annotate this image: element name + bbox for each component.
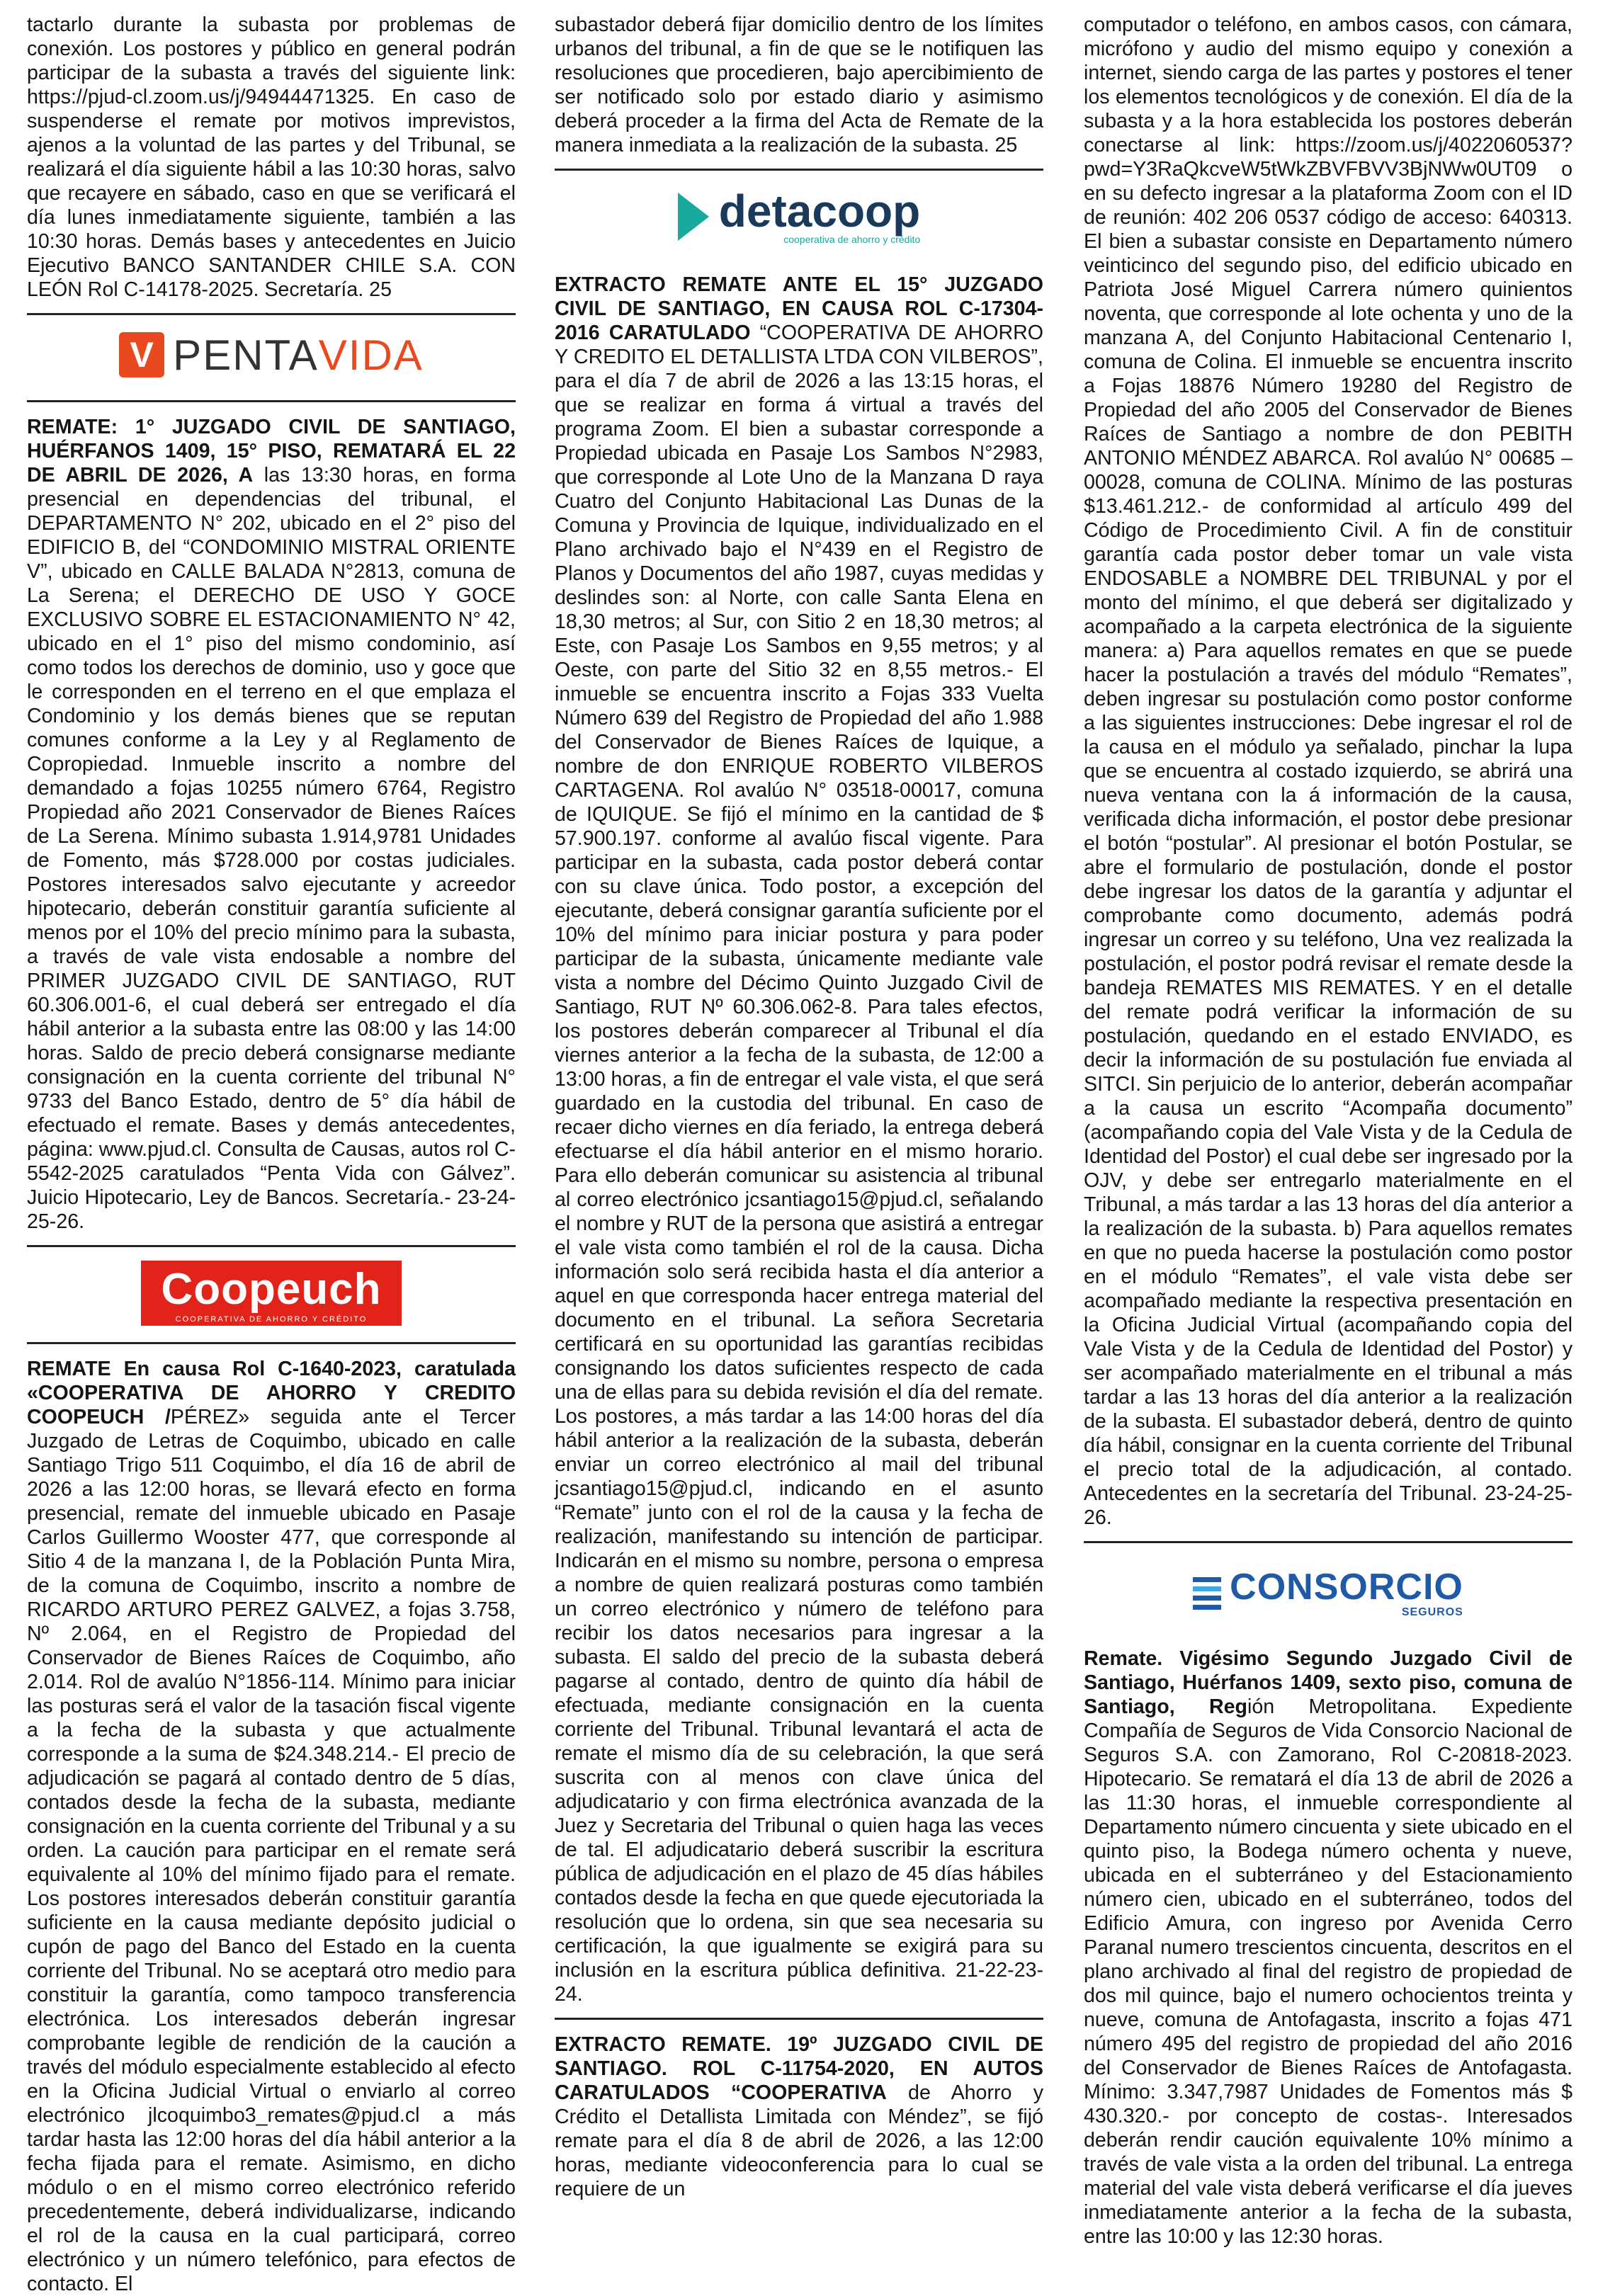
column-3 (1084, 13, 1572, 2249)
coopeuch-heading: REMATE En causa Rol C-1640-2023, caratulada «COOPERATIVA DE AHORRO Y CREDITO COOPEUCH / (27, 1358, 516, 1428)
coopeuch-logo-name: Coopeuch (161, 1265, 382, 1314)
col1-continued-text: tactarlo durante la subasta por problemas de conexión. Los postores y público en general podrán participar de la subasta a través del siguiente link: https://pjud-cl.zoom.us/j/94944471325. En caso de suspenderse el remate por motivos imprevistos, ajenos a la voluntad de las partes y del Tribunal, se realizará el día siguiente hábil a las 10:30 horas, salvo que recayere en sábado, caso en que se verificará el día lunes inmediatamente siguiente, también a las 10:30 horas. Demás bases y antecedentes en Juicio Ejecutivo BANCO SANTANDER CHILE S.A. CON LEÓN Rol C-14178-2025. Secretaría. 25 (27, 13, 516, 301)
consorcio-logo-name: CONSORCIO (1230, 1567, 1463, 1608)
extracto-19-body: de Ahorro y Crédito el Detallista Limitada con Méndez”, se fijó remate para el día 8 de abril de 2026, a las 12:00 horas, mediante videoconferencia para lo cual se requiere de un (555, 2081, 1043, 2200)
detacoop-mark-icon (678, 193, 709, 241)
penta-vida-word1: PENTA (173, 331, 319, 379)
divider (27, 1342, 516, 1344)
detacoop-body: “COOPERATIVA DE AHORRO Y CREDITO EL DETALLISTA LTDA CON VILBEROS”, para el día 7 de abril de 2026 a las 13:15 horas, el que se realizar en forma á virtual a través del programa Zoom. El bien a subastar corresponde a Propiedad ubicada en Pasaje Los Sambos N°2983, que corresponde al Lote Uno de la Manzana D raya Cuatro del Conjunto Habitacional Las Dunas de la Comuna y Provincia de Iquique, individualizado en el Plano archivado bajo el N°439 en el Registro de Planos y Documentos del año 1987, cuyas medidas y deslindes son: al Norte, con calle Santa Elena en 18,30 metros; al Sur, con Sitio 2 en 18,30 metros; al Este, con Pasaje Los Sambos en 9,55 metros; y al Oeste, con parte del Sitio 32 en 8,55 metros.- El inmueble se encuentra inscrito a Fojas 333 Vuelta Número 639 del Registro de Propiedad del año 1.988 del Conservador de Bienes Raíces de Iquique, a nombre de don ENRIQUE ROBERTO VILBEROS CARTAGENA. Rol avalúo N° 03518-00017, comuna de IQUIQUE. Se fijó el mínimo en la cantidad de $ 57.900.197. conforme al avalúo fiscal vigente. Para participar en la subasta, cada postor deberá contar con su clave única. Todo postor, a excepción del ejecutante, deberá consignar garantía suficiente por el 10% del mínimo para iniciar postura y para poder participar de la subasta, únicamente mediante vale vista a nombre del Décimo Quinto Juzgado Civil de Santiago, RUT Nº 60.306.062-8. Para tales efectos, los postores deberán comparecer al Tribunal el día viernes anterior a la fecha de la subasta, de 12:00 a 13:00 horas, a fin de entregar el vale vista, el que será guardado en la custodia del tribunal. En caso de recaer dicho viernes en día feriado, la entrega deberá efectuarse el día hábil anterior en el mismo horario. Para ello deberán comunicar su asistencia al tribunal al correo electrónico jcsantiago15@pjud.cl, señalando el nombre y RUT de la persona que asistirá a entregar el vale vista como también el rol de la causa. Dicha información solo será recibida hasta el día anterior a aquel en que corresponda hacer entrega material del documento en el tribunal. La señora Secretaria certificará en su oportunidad las garantías recibidas consignando los datos suficientes respecto de cada una de ellas para su debida revisión el día del remate. Los postores, a más tardar a las 14:00 horas del día hábil anterior a la realización de la subasta, deberán enviar un correo electrónico al mail del tribunal jcsantiago15@pjud.cl, indicando en el asunto “Remate” junto con el rol de la causa y la fecha de realización, manifestando su intención de participar. Indicarán en el mismo su nombre, persona o empresa a nombre de quien realizará posturas como también un correo electrónico y número de teléfono para recibir los datos necesarios para ingresar a la subasta. El saldo del precio de la subasta deberá pagarse al contado, dentro de quinto día hábil de efectuada, mediante consignación en la cuenta corriente del Tribunal. Tribunal levantará el acta de remate el mismo día de su celebración, la que será suscrita con al menos con clave única del adjudicatario y con firma electrónica avanzada de la Juez y Secretaria del Tribunal o quien haga las veces de tal. El adjudicatario deberá suscribir la escritura pública de adjudicación en el plazo de 45 días hábiles contados desde la fecha en que quede ejecutoriada la resolución que lo ordena, sin que sea necesaria su certificación, la que igualmente se exigirá para su inclusión en la escritura pública definitiva. 21-22-23-24. (555, 322, 1043, 2006)
extracto-19-notice (555, 2033, 1043, 2201)
column-2 (555, 13, 1043, 2201)
coopeuch-notice (27, 1357, 516, 2296)
column-1 (27, 13, 516, 2296)
detacoop-heading: EXTRACTO REMATE ANTE EL 15° JUZGADO CIVIL DE SANTIAGO, EN CAUSA ROL C-17304-2016 CARATULADO (555, 273, 1043, 344)
coopeuch-body: PÉREZ» seguida ante el Tercer Juzgado de Letras de Coquimbo, ubicado en calle Santiago Trigo 511 Coquimbo, el día 16 de abril de 2026 a las 12:00 horas, se llevará efecto en forma presencial, remate del inmueble ubicado en Pasaje Carlos Guillermo Wooster 477, que corresponde al Sitio 4 de la manzana I, de la Población Punta Mira, de la comuna de Coquimbo, inscrito a nombre de RICARDO ARTURO PEREZ GALVEZ, a fojas 3.758, Nº 2.064, en el Registro de Propiedad del Conservador de Bienes Raíces de Coquimbo, año 2.014. Rol de avalúo N°1856-114. Mínimo para iniciar las posturas será el valor de la tasación fiscal vigente a la fecha de la subasta y que actualmente corresponde a la suma de $24.348.214.- El precio de adjudicación se pagará al contado dentro de 5 días, contados desde la fecha de la subasta, mediante consignación en la cuenta corriente del Tribunal y a su orden. La caución para participar en el remate será equivalente al 10% del mínimo fijado para el remate. Los postores interesados deberán constituir garantía suficiente en la causa mediante depósito judicial o cupón de pago del Banco del Estado en la cuenta corriente del Tribunal. No se aceptará otro medio para constituir la garantía, como tampoco transferencia electrónica. Los interesados deberán ingresar comprobante legible de rendición de la caución a través del módulo especialmente establecido al efecto en la Oficina Judicial Virtual o enviarlo al correo electrónico jlcoquimbo3_remates@pjud.cl a más tardar hasta las 12:00 horas del día hábil anterior a la fecha fijada para el remate. Asimismo, en dicho módulo o en el mismo correo electrónico referido precedentemente, deberá individualizarse, indicando el rol de la causa en la cual participará, correo electrónico y un número telefónico, para efectos de contacto. El (27, 1406, 516, 2295)
detacoop-logo-name: detacoop (718, 186, 921, 237)
consorcio-body: ión Metropolitana. Expediente Compañía de Seguros de Vida Consorcio Nacional de Seguros S.A. con Zamorano, Rol C-20818-2023. Hipotecario. Se rematará el día 13 de abril de 2026 a las 11:30 horas, el inmueble correspondiente al Departamento número cincuenta y siete ubicado en el quinto piso, la Bodega número ochenta y nueve, ubicada en el subterráneo y del Estacionamiento número cien, ubicado en el subterráneo, todos del Edificio Amura, con ingreso por Avenida Cerro Paranal numero trescientos cincuenta, descritos en el plano archivado al final del registro de propiedad de dos mil quince, bajo el numero ochocientos treinta y nueve, comuna de Antofagasta, inscrito a fojas 471 número 495 del registro de propiedad del año 2016 del Conservador de Bienes Raíces de Antofagasta. Mínimo: 3.347,7987 Unidades de Fomentos más $ 430.320.- por concepto de costas-. Interesados deberán rendir caución equivalente 10% mínimo a través de vale vista a la orden del tribunal. La entrega material del vale vista deberá verificarse el día jueves inmediatamente anterior a la fecha de la subasta, entre las 10:00 y las 12:30 horas. (1084, 1695, 1572, 2248)
consorcio-logo-sub: SEGUROS (1401, 1606, 1463, 1618)
penta-vida-heading: REMATE: 1° JUZGADO CIVIL DE SANTIAGO, HUÉRFANOS 1409, 15° PISO, REMATARÁ EL 22 DE ABRIL DE 2026, A (27, 416, 516, 487)
detacoop-notice (555, 273, 1043, 2006)
penta-vida-notice (27, 415, 516, 1234)
penta-vida-mark-icon: V (119, 332, 164, 377)
coopeuch-logo-sub: COOPERATIVA DE AHORRO Y CRÉDITO (175, 1315, 368, 1324)
divider (555, 2018, 1043, 2020)
consorcio-heading: Remate. Vigésimo Segundo Juzgado Civil de Santiago, Huérfanos 1409, sexto piso, comuna de Santiago, Reg (1084, 1647, 1572, 1718)
extracto-19-heading: EXTRACTO REMATE. 19º JUZGADO CIVIL DE SANTIAGO. ROL C-11754-2020, EN AUTOS CARATULADOS “COOPERATIVA (555, 2033, 1043, 2104)
coopeuch-logo-box (141, 1261, 401, 1326)
coopeuch-logo (27, 1254, 516, 1332)
divider (1084, 1541, 1572, 1543)
detacoop-logo (555, 178, 1043, 256)
consorcio-notice (1084, 1647, 1572, 2249)
divider (555, 169, 1043, 171)
divider (27, 313, 516, 315)
penta-vida-word2: VIDA (318, 331, 424, 379)
penta-vida-body: las 13:30 horas, en forma presencial en dependencias del tribunal, el DEPARTAMENTO N° 202, ubicado en el 2° piso del EDIFICIO B, del “CONDOMINIO MISTRAL ORIENTE V”, ubicado en CALLE BALADA N°2813, comuna de La Serena; el DERECHO DE USO Y GOCE EXCLUSIVO SOBRE EL ESTACIONAMIENTO N° 42, ubicado en el 1° piso del mismo condominio, así como todos los derechos de dominio, uso y goce que le corresponden en el terreno en el que emplaza el Condominio y los demás bienes que se reputan comunes conforme a la Ley y al Reglamento de Copropiedad. Inmueble inscrito a nombre del demandado a fojas 10255 número 6764, Registro Propiedad año 2021 Conservador de Bienes Raíces de La Serena. Mínimo subasta 1.914,9781 Unidades de Fomento, más $728.000 por costas judiciales. Postores interesados salvo ejecutante y acreedor hipotecario, deberán constituir garantía suficiente al menos por el 10% del precio mínimo para la subasta, a través de vale vista endosable a nombre del PRIMER JUZGADO CIVIL DE SANTIAGO, RUT 60.306.001-6, el cual deberá ser entregado el día hábil anterior a la subasta entre las 08:00 y las 14:00 horas. Saldo de precio deberá consignarse mediante consignación en la cuenta corriente del tribunal N° 9733 del Banco Estado, dentro de 5° día hábil de efectuado el remate. Bases y demás antecedentes, página: www.pjud.cl. Consulta de Causas, autos rol C-5542-2025 caratulados “Penta Vida con Gálvez”. Juicio Hipotecario, Ley de Bancos. Secretaría.- 23-24-25-26. (27, 464, 516, 1233)
divider (27, 400, 516, 402)
col3-continued-text: computador o teléfono, en ambos casos, con cámara, micrófono y audio del mismo equipo y conexión a internet, siendo carga de las partes y postores el tener los elementos tecnológicos y de conexión. El día de la subasta y a la hora establecida los postores deberán conectarse al link: https://zoom.us/j/4022060537?pwd=Y3RaQkcveW5tWkZBVFBVV3BjNWw0UT09 o en su defecto ingresar a la plataforma Zoom con el ID de reunión: 402 206 0537 código de acceso: 640313. El bien a subastar consiste en Departamento número veinticinco del segundo piso, del edificio ubicado en Patriota José Miguel Carrera número quinientos noventa, que corresponde al lote ochenta y uno de la manzana A, del Conjunto Habitacional Centenario I, comuna de Colina. El inmueble se encuentra inscrito a Fojas 18876 Número 19280 del Registro de Propiedad del año 2005 del Conservador de Bienes Raíces de Santiago a nombre de don PEBITH ANTONIO MÉNDEZ ABARCA. Rol avalúo N° 00685 – 00028, comuna de COLINA. Mínimo de las posturas $13.461.212.- de conformidad al artículo 499 del Código de Procedimiento Civil. A fin de constituir garantía cada postor deber tomar un vale vista ENDOSABLE a NOMBRE DEL TRIBUNAL y por el monto del mínimo, el que deberá ser digitalizado y acompañado a la carpeta electrónica de la siguiente manera: a) Para aquellos remates en que se puede hacer la postulación a través del módulo “Remates”, deben ingresar su postulación como postor conforme a las siguientes instrucciones: Debe ingresar el rol de la causa en el módulo ya señalado, pinchar la lupa que se encuentra al costado izquierdo, se abrirá una nueva ventana con la á información de la causa, verificada dicha información, el postor debe presionar el botón “postular”. Al presionar el botón Postular, se abre el formulario de postulación, donde el postor debe ingresar los datos de la garantía y adjuntar el comprobante como documento, además podrá ingresar un correo y su teléfono, Una vez realizada la postulación, el postor podrá revisar el remate desde la bandeja REMATES MIS REMATES. Y en el detalle del remate podrá verificar la información de su postulación, quedando en el estado ENVIADO, es decir la información de su postulación fue enviada al SITCI. Sin perjuicio de lo anterior, deberán acompañar a la causa un escrito “Acompaña documento” (acompañando copia del Vale Vista y de la Cedula de Identidad del Postor) el cual debe ser ingresado por la OJV, y debe ser entregarlo materialmente en el Tribunal, a más tardar a las 13 horas del día anterior a la realización de la subasta. b) Para aquellos remates en que no pueda hacerse la postulación como postor en el módulo “Remates”, el vale vista debe ser acompañado mediante la respectiva presentación en la Oficina Judicial Virtual (acompañando copia del Vale Vista y de la Cedula de Identidad del Postor) y ser acompañado materialmente en el tribunal a más tardar a las 13 horas del día anterior a la realización de la subasta. El subastador deberá, dentro de quinto día hábil, consignar en la cuenta corriente del Tribunal el precio total de la adjudicación, al contado. Antecedentes en la secretaría del Tribunal. 23-24-25-26. (1084, 13, 1572, 1529)
divider (27, 1245, 516, 1247)
consorcio-logo (1084, 1555, 1572, 1632)
penta-vida-logo (27, 319, 516, 390)
detacoop-logo-sub: cooperativa de ahorro y crédito (783, 234, 921, 245)
col2-continued-text: subastador deberá fijar domicilio dentro de los límites urbanos del tribunal, a fin de que se le notifiquen las resoluciones que procedieren, bajo apercibimiento de ser notificado solo por estado diario y asimismo deberá proceder a la firma del Acta de Remate de la manera inmediata a la realización de la subasta. 25 (555, 13, 1043, 157)
consorcio-mark-icon (1193, 1575, 1221, 1612)
